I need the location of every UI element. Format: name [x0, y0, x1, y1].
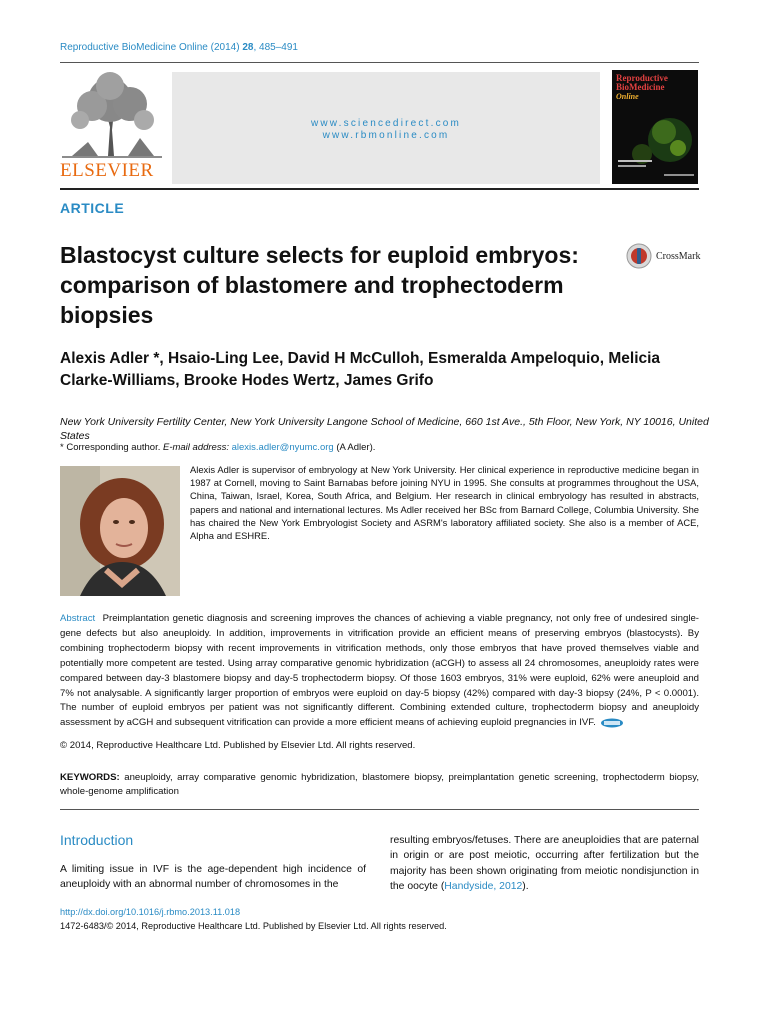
author-bio: Alexis Adler is supervisor of embryology at New York University. Her clinical experience in reproductive medicine began in 1987 at Cornell, moving to Saint Barnabas before joining NYU in 1995. She consults at programmes throughout the USA, China, Taiwan, Israel, Korea, South Africa, and Belgium. Her research in clinical embryology has resulted in abstracts, papers and national and international lectures. Ms Adler received her BSc from Barnard College, Columbia University. She has chaired the New York Embryologist Society and ASRM's laboratory affiliated society. She also is a member of ACE, Alpha and ESHRE. — [190, 464, 699, 542]
affiliation: New York University Fertility Center, New York University Langone School of Medicine, 660 1st Ave., 5th Floor, New York, NY 10016, United States — [60, 416, 709, 442]
keywords: KEYWORDS: aneuploidy, array comparative genomic hybridization, blastomere biopsy, preimplantation genetic screening, trophectoderm biopsy, whole-genome amplification — [60, 772, 699, 797]
article-type-label: ARTICLE — [60, 200, 125, 216]
citation-link[interactable]: Handyside, 2012 — [444, 880, 523, 892]
masthead-rule — [60, 188, 699, 190]
introduction-left-column: A limiting issue in IVF is the age-dependent high incidence of aneuploidy with an abnormal number of chromosomes in the — [60, 864, 366, 891]
abstract-label: Abstract — [60, 613, 96, 624]
crossmark-label[interactable]: CrossMark — [656, 251, 701, 262]
abstract — [60, 612, 699, 731]
cover-title: Reproductive BioMedicine Online — [616, 73, 668, 101]
journal-reference: Reproductive BioMedicine Online (2014) 28, 485–491 — [60, 42, 298, 53]
keywords-rule — [60, 809, 699, 810]
journal-cover-image — [612, 70, 698, 184]
elsevier-wordmark: ELSEVIER — [60, 160, 154, 181]
author-list: Alexis Adler *, Hsaio-Ling Lee, David H McCulloh, Esmeralda Ampeloquio, Melicia Clarke-Williams, Brooke Hodes Wertz, James Grifo — [60, 350, 661, 389]
copyright: © 2014, Reproductive Healthcare Ltd. Published by Elsevier Ltd. All rights reserved. — [60, 740, 416, 751]
article-title: Blastocyst culture selects for euploid embryos: comparison of blastomere and trophectoderm biopsies — [60, 242, 579, 328]
corresponding-author: * Corresponding author. E-mail address: alexis.adler@nyumc.org (A Adler). — [60, 442, 376, 453]
issn-copyright: 1472-6483/© 2014, Reproductive Healthcare Ltd. Published by Elsevier Ltd. All rights reserved. — [60, 921, 447, 931]
rbmonline-link[interactable]: www.rbmonline.com — [322, 130, 450, 141]
crossmark-icon[interactable] — [626, 243, 652, 269]
abstract-text: Preimplantation genetic diagnosis and screening improves the chances of achieving a viable pregnancy, not only free of undesired single-gene defects but also aneuploidy. In addition, improvements in vitrification provide an efficient means of preserving embryos (blastocysts). By combining trophectoderm biopsy with recent improvements in vitrification methods, only those embryos that have proved themselves viable and potentially more competent are tested. Using array comparative genomic hybridization (aCGH) to assess all 24 chromosomes, aneuploidy rates were compared between day-3 blastomere biopsy and day-5 trophectoderm biopsy. Of those 1603 embryos, 31% were euploid, 62% were aneuploid and 7% not analysable. A significantly larger proportion of embryos were euploid on day-5 biopsy (42%) compared with day-3 biopsy (24%, P < 0.0001). The number of euploid embryos per patient was not significantly different. Combining extended culture, trophectoderm biopsy and aneuploidy assessment by aCGH and subsequent vitrification can provide a more efficient means of achieving euploid pregnancies in IVF. — [60, 613, 699, 729]
doi-link[interactable]: http://dx.doi.org/10.1016/j.rbmo.2013.11.018 — [60, 907, 241, 917]
header-rule — [60, 62, 699, 63]
author-email-link[interactable]: alexis.adler@nyumc.org — [231, 442, 334, 453]
introduction-right-column: resulting embryos/fetuses. There are aneuploidies that are paternal in origin or are post meiotic, occurring after fertilization but the majority has been shown originating from meiotic nondisjunction in the oocyte (Handyside, 2012). — [390, 835, 699, 892]
sciencedirect-link[interactable]: www.sciencedirect.com — [310, 118, 462, 129]
video-online-icon[interactable] — [600, 718, 624, 728]
author-photo — [60, 466, 180, 596]
introduction-heading: Introduction — [60, 832, 134, 848]
